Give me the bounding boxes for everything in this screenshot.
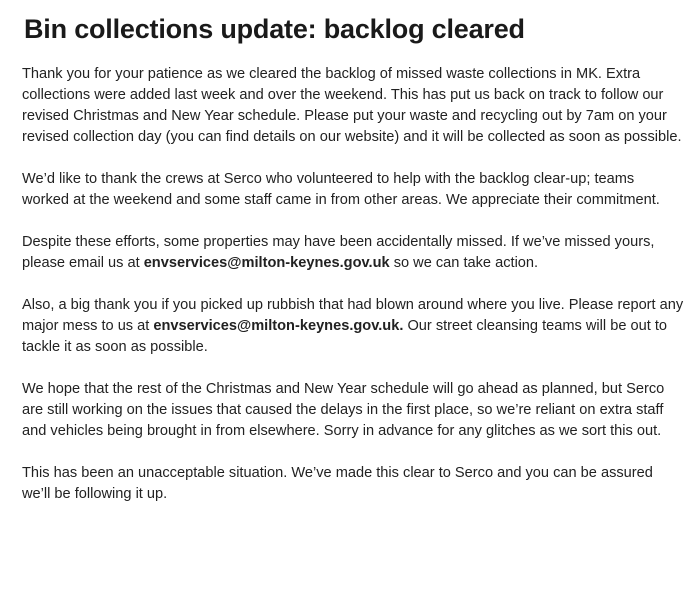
- paragraph-text: Despite these efforts, some properties may have been accidentally missed. If we’ve missed yours, please email us at: [22, 234, 655, 271]
- paragraph-missed-properties: [22, 232, 684, 274]
- paragraph-thanks-serco: We’d like to thank the crews at Serco who volunteered to help with the backlog clear-up; teams worked at the weekend and some staff came in from other areas. We appreciate their commitment.: [22, 171, 660, 208]
- paragraph-report-mess: [22, 295, 684, 358]
- paragraph-text: Our street cleansing teams will be out to tackle it as soon as possible.: [22, 318, 668, 355]
- article-title: Bin collections update: backlog cleared: [24, 14, 525, 44]
- article-body: [22, 64, 684, 526]
- email-link[interactable]: envservices@milton-keynes.gov.uk: [143, 255, 390, 271]
- email-link[interactable]: envservices@milton-keynes.gov.uk.: [153, 318, 404, 334]
- paragraph-unacceptable: This has been an unacceptable situation. We’ve made this clear to Serco and you can be assured we’ll be following it up.: [22, 465, 653, 502]
- paragraph-backlog-cleared: Thank you for your patience as we cleared the backlog of missed waste collections in MK. Extra collections were added last week and over the weekend. This has put us back on track to follow our revised Christmas and New Year schedule. Please put your waste and recycling out by 7am on your revised collection day (you can find details on our website) and it will be collected as soon as possible.: [22, 66, 682, 145]
- paragraph-text: so we can take action.: [389, 255, 539, 271]
- paragraph-schedule: We hope that the rest of the Christmas and New Year schedule will go ahead as planned, but Serco are still working on the issues that caused the delays in the first place, so we’re reliant on extra staff and vehicles being brought in from elsewhere. Sorry in advance for any glitches as we sort this out.: [22, 381, 665, 439]
- paragraph-text: Also, a big thank you if you picked up rubbish that had blown around where you live. Please report any major mess to us at: [22, 297, 684, 334]
